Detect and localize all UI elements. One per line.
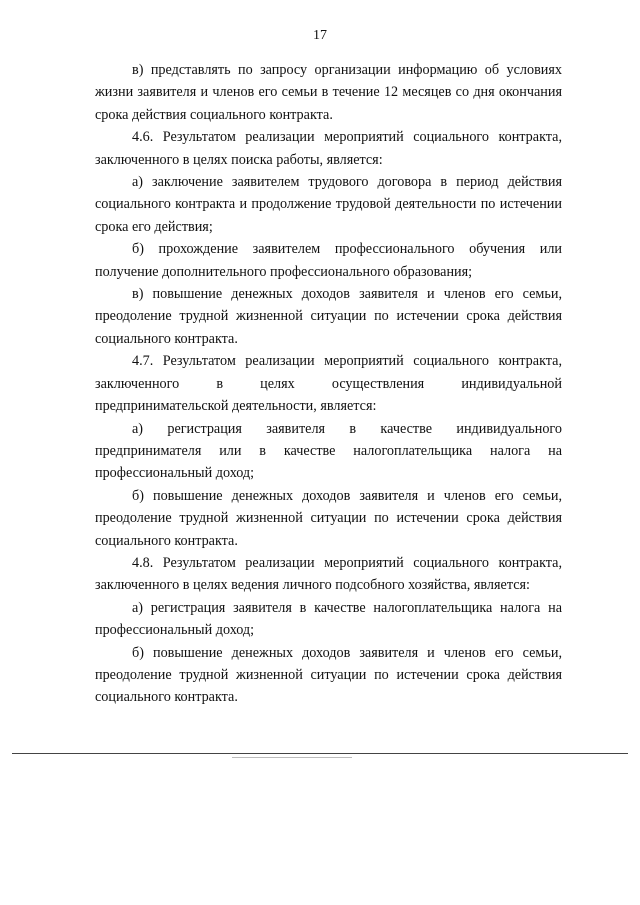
paragraph-4-8-a: а) регистрация заявителя в качестве налогоплательщика налога на профессиональный доход; xyxy=(95,599,562,639)
bottom-rule xyxy=(12,753,628,754)
paragraph-4-6-a: а) заключение заявителем трудового договора в период действия социального контракта и продолжение трудовой деятельности по истечении срока его действия; xyxy=(95,174,562,235)
paragraph-4-6-v: в) повышение денежных доходов заявителя и членов его семьи, преодоление трудной жизненной ситуации по истечении срока действия социального контракта. xyxy=(95,286,562,347)
paragraph-4-7: 4.7. Результатом реализации мероприятий социального контракта, заключенного в целях осуществления индивидуальной предпринимательской деятельности, является: xyxy=(95,353,562,415)
bottom-rule-mark xyxy=(232,757,352,758)
paragraph-4-8-b: б) повышение денежных доходов заявителя и членов его семьи, преодоление трудной жизненной ситуации по истечении срока действия социального контракта. xyxy=(95,644,562,706)
paragraph-4-7-b: б) повышение денежных доходов заявителя и членов его семьи, преодоление трудной жизненной ситуации по истечении срока действия социального контракта. xyxy=(95,487,562,549)
page-number: 17 xyxy=(313,28,327,43)
paragraph-4-6-b: б) прохождение заявителем профессионального обучения или получение дополнительного профессионального образования; xyxy=(95,241,562,280)
paragraph-4-8: 4.8. Результатом реализации мероприятий социального контракта, заключенного в целях ведения личного подсобного хозяйства, является: xyxy=(95,554,562,594)
paragraph-3-5-v: в) представлять по запросу организации информацию об условиях жизни заявителя и членов его семьи в течение 12 месяцев со дня окончания срока действия социального контракта. xyxy=(95,62,562,123)
paragraph-4-6: 4.6. Результатом реализации мероприятий социального контракта, заключенного в целях поиска работы, является: xyxy=(95,129,562,168)
paragraph-4-7-a: а) регистрация заявителя в качестве индивидуального предпринимателя или в качестве налогоплательщика налога на профессиональный доход; xyxy=(95,420,562,482)
document-body xyxy=(95,59,562,709)
